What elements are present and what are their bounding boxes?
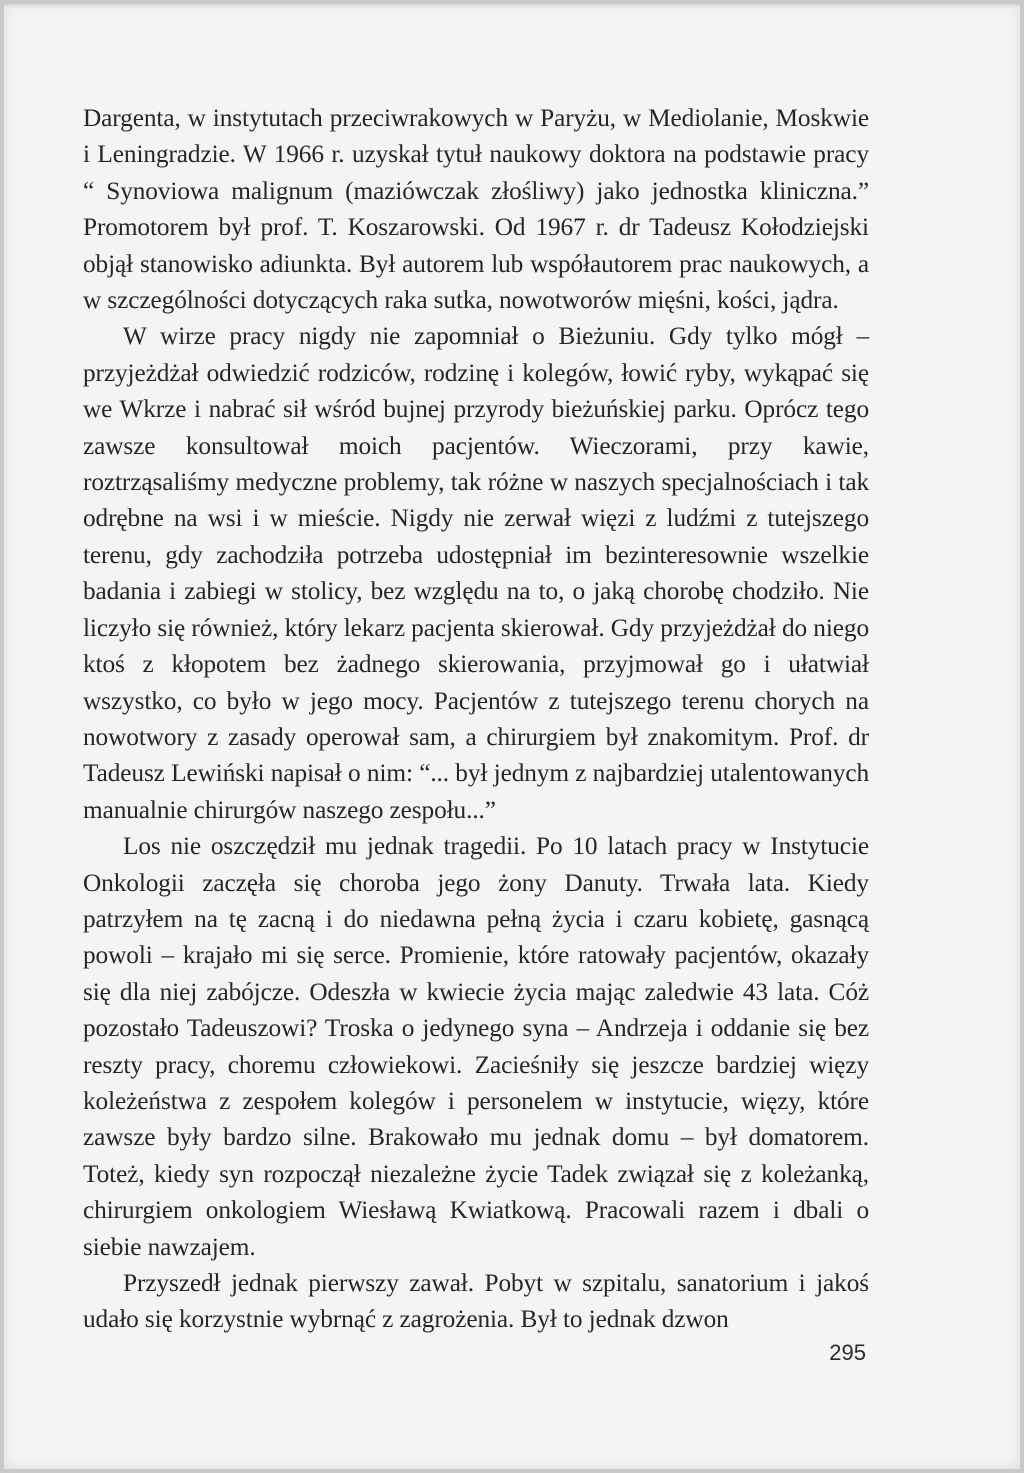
page-edge	[4, 4, 1020, 10]
paragraph-2: W wirze pracy nigdy nie zapomniał o Bieżuniu. Gdy tylko mógł – przyjeżdżał odwiedzić rodziców, rodzinę i kolegów, łowić ryby, wykąpać się we Wkrze i nabrać sił wśród bujnej przyrody bieżuńskiej parku. Oprócz tego zawsze konsultował moich pacjentów. Wieczorami, przy kawie, roztrząsaliśmy medyczne problemy, tak różne w naszych specjalnościach i tak odrębne na wsi i w mieście. Nigdy nie zerwał więzi z ludźmi z tutejszego terenu, gdy zachodziła potrzeba udostępniał im bezinteresownie wszelkie badania i zabiegi w stolicy, bez względu na to, o jaką chorobę chodziło. Nie liczyło się również, który lekarz pacjenta skierował. Gdy przyjeżdżał do niego ktoś z kłopotem bez żadnego skierowania, przyjmował go i ułatwiał wszystko, co było w jego mocy. Pacjentów z tutejszego terenu chorych na nowotwory z zasady operował sam, a chirurgiem był znakomitym. Prof. dr Tadeusz Lewiński napisał o nim: “... był jednym z najbardziej utalentowanych manualnie chirurgów naszego zespołu...”	[83, 322, 869, 824]
paragraph-1: Dargenta, w instytutach przeciwrakowych w Paryżu, w Mediolanie, Moskwie i Leningradzie. W 1966 r. uzyskał tytuł naukowy doktora na podstawie pracy “ Synoviowa malignum (maziówczak złośliwy) jako jednostka kliniczna.” Promotorem był prof. T. Koszarowski. Od 1967 r. dr Tadeusz Kołodziejski objął stanowisko adiunkta. Był autorem lub współautorem prac naukowych, a w szczególności dotyczących raka sutka, nowotworów mięśni, kości, jądra.	[83, 104, 869, 315]
paragraph-4: Przyszedł jednak pierwszy zawał. Pobyt w szpitalu, sanatorium i jakoś udało się korzystnie wybrnąć z zagrożenia. Był to jednak dzwon	[83, 1269, 869, 1334]
paragraph-3: Los nie oszczędził mu jednak tragedii. Po 10 latach pracy w Instytucie Onkologii zaczęła się choroba jego żony Danuty. Trwała lata. Kiedy patrzyłem na tę zacną i do niedawna pełną życia i czaru kobietę, gasnącą powoli – krajało mi się serce. Promienie, które ratowały pacjentów, okazały się dla niej zabójcze. Odeszła w kwiecie życia mając zaledwie 43 lata. Cóż pozostało Tadeuszowi? Troska o jedynego syna – Andrzeja i oddanie się bez reszty pracy, choremu człowiekowi. Zacieśniły się jeszcze bardziej więzy koleżeństwa z zespołem kolegów i personelem w instytucie, więzy, które zawsze były bardzo silne. Brakowało mu jednak domu – był domatorem. Toteż, kiedy syn rozpoczął niezależne życie Tadek związał się z koleżanką, chirurgiem onkologiem Wiesławą Kwiatkową. Pracowali razem i dbali o siebie nawzajem.	[83, 832, 869, 1261]
book-page	[4, 4, 1020, 1469]
page-number: 295	[829, 1340, 866, 1365]
body-text	[83, 100, 869, 1338]
